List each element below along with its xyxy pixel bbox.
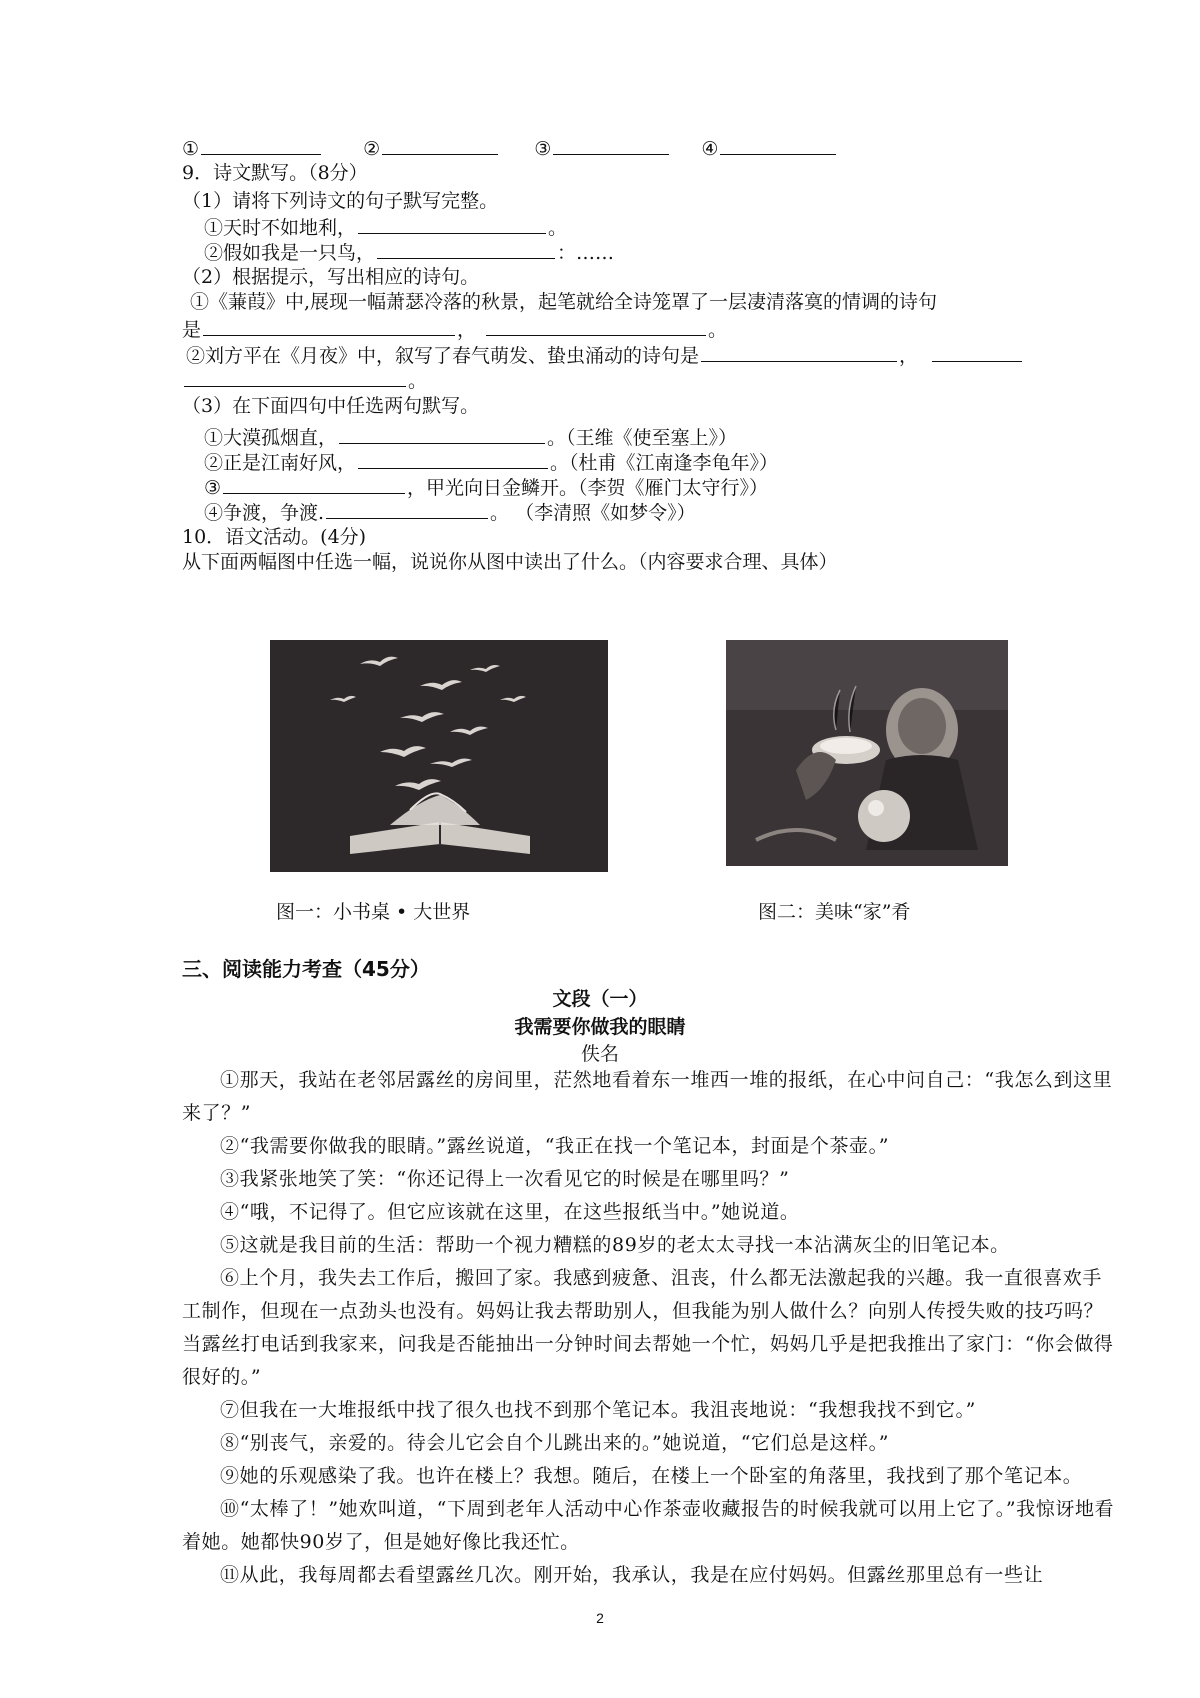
cooking-scene-illustration <box>726 640 1008 866</box>
picture-family-dish <box>726 640 1008 866</box>
passage-title: 我需要你做我的眼睛 <box>514 1016 686 1038</box>
q9-2b-end: 。 <box>408 370 428 392</box>
picture-desk-world <box>270 640 608 872</box>
q9-title: 9．诗文默写。（8分） <box>182 162 368 184</box>
passage-author: 佚名 <box>580 1043 619 1065</box>
blank-2[interactable] <box>382 134 498 155</box>
paragraph-6: ⑥上个月，我失去工作后，搬回了家。我感到疲惫、沮丧，什么都无法激起我的兴趣。我一直很喜欢手工制作，但现在一点劲头也没有。妈妈让我去帮助别人，但我能为别人做什么？向别人传授失败的技巧吗？当露丝打电话到我家来，问我是否能抽出一分钟时间去帮她一个忙，妈妈几乎是把我推出了家门：“你会做得很好的。” <box>182 1267 1114 1388</box>
q9-2a <box>182 315 727 344</box>
q9-3c-text: ③ <box>204 477 222 499</box>
blank-2-label: ② <box>363 138 381 160</box>
q9-2a-blank-1[interactable] <box>203 315 455 336</box>
q9-part2: （2）根据提示，写出相应的诗句。 <box>182 266 480 288</box>
paragraph-1: ①那天，我站在老邻居露丝的房间里，茫然地看着东一堆西一堆的报纸，在心中问自己：“我怎么到这里来了？” <box>182 1069 1113 1124</box>
q9-1b-blank[interactable] <box>377 238 555 259</box>
section-3-title: 三、阅读能力考查（45分） <box>182 957 430 981</box>
answer-blanks-row <box>182 134 838 163</box>
q9-3d <box>204 498 696 527</box>
q9-3b-blank[interactable] <box>358 448 548 469</box>
q9-3c-blank[interactable] <box>223 473 405 494</box>
passage-body <box>182 1064 1118 1592</box>
q9-1a-end: 。 <box>548 217 568 239</box>
caption-picture-2: 图二：美味“家”肴 <box>758 901 911 923</box>
blank-4-label: ④ <box>701 138 719 160</box>
q9-2a-pre: 是 <box>182 319 202 341</box>
q9-3a-blank[interactable] <box>339 423 545 444</box>
paragraph-8: ⑧“别丧气，亲爱的。待会儿它会自个儿跳出来的。”她说道，“它们总是这样。” <box>220 1432 890 1454</box>
blank-1[interactable] <box>201 134 321 155</box>
q9-1a-blank[interactable] <box>358 213 546 234</box>
blank-3[interactable] <box>553 134 669 155</box>
q9-1b <box>204 238 614 267</box>
q9-part1: （1）请将下列诗文的句子默写完整。 <box>182 190 499 212</box>
passage-label: 文段（一） <box>552 988 648 1010</box>
blank-3-label: ③ <box>534 138 552 160</box>
q9-3a-text: ①大漠孤烟直， <box>204 427 338 449</box>
book-birds-illustration <box>270 640 608 872</box>
q9-3a-end: 。（王维《使至塞上》） <box>547 427 738 449</box>
paragraph-4: ④“哦，不记得了。但它应该就在这里，在这些报纸当中。”她说道。 <box>220 1201 800 1223</box>
paragraph-3: ③我紧张地笑了笑：“你还记得上一次看见它的时候是在哪里吗？” <box>220 1168 790 1190</box>
q9-2a-mid: ， <box>457 319 477 341</box>
q9-2b-cont <box>182 366 427 395</box>
q9-3d-blank[interactable] <box>326 498 488 519</box>
blank-1-label: ① <box>182 138 200 160</box>
q9-1a-text: ①天时不如地利， <box>204 217 357 239</box>
q10-prompt: 从下面两幅图中任选一幅，说说你从图中读出了什么。（内容要求合理、具体） <box>182 551 838 573</box>
q9-3d-end: 。 （李清照《如梦令》） <box>490 502 696 524</box>
q9-2b-mid: ， <box>899 345 919 367</box>
q9-3b-text: ②正是江南好风， <box>204 452 357 474</box>
q9-2a-end: 。 <box>708 319 728 341</box>
paragraph-7: ⑦但我在一大堆报纸中找了很久也找不到那个笔记本。我沮丧地说：“我想我找不到它。” <box>220 1399 976 1421</box>
q9-part3: （3）在下面四句中任选两句默写。 <box>182 395 480 417</box>
q9-3b-end: 。（杜甫《江南逢李龟年》） <box>550 452 779 474</box>
q9-1b-text: ②假如我是一只鸟， <box>204 242 376 264</box>
paragraph-2: ②“我需要你做我的眼睛。”露丝说道，“我正在找一个笔记本，封面是个茶壶。” <box>220 1135 890 1157</box>
q10-title: 10．语文活动。(4分) <box>182 526 367 548</box>
paragraph-5: ⑤这就是我目前的生活：帮助一个视力糟糕的89岁的老太太寻找一本沾满灰尘的旧笔记本。 <box>220 1234 1010 1256</box>
q9-2b-blank-1[interactable] <box>701 341 897 362</box>
paragraph-10: ⑩“太棒了！”她欢叫道，“下周到老年人活动中心作茶壶收藏报告的时候我就可以用上它了。”我惊讶地看着她。她都快90岁了，但是她好像比我还忙。 <box>182 1498 1115 1553</box>
q9-2b-blank-2[interactable] <box>932 341 1022 362</box>
q9-1b-end: ：…… <box>557 242 615 264</box>
q9-2a-prompt: ①《蒹葭》中,展现一幅萧瑟冷落的秋景，起笔就给全诗笼罩了一层凄清落寞的情调的诗句 <box>190 291 938 313</box>
q9-3d-text: ④争渡，争渡. <box>204 502 325 524</box>
caption-picture-1: 图一：小书桌 • 大世界 <box>276 901 471 923</box>
q9-2b-prompt: ②刘方平在《月夜》中，叙写了春气萌发、蛰虫涌动的诗句是 <box>186 345 700 367</box>
paragraph-11: ⑪从此，我每周都去看望露丝几次。刚开始，我承认，我是在应付妈妈。但露丝那里总有一些让 <box>220 1564 1044 1586</box>
q9-3c-end: ，甲光向日金鳞开。（李贺《雁门太守行》） <box>407 477 769 499</box>
paragraph-9: ⑨她的乐观感染了我。也许在楼上？我想。随后，在楼上一个卧室的角落里，我找到了那个笔记本。 <box>220 1465 1083 1487</box>
q9-2b-blank-3[interactable] <box>184 366 406 387</box>
q9-2a-blank-2[interactable] <box>486 315 706 336</box>
page-number: 2 <box>596 1610 604 1626</box>
blank-4[interactable] <box>720 134 836 155</box>
